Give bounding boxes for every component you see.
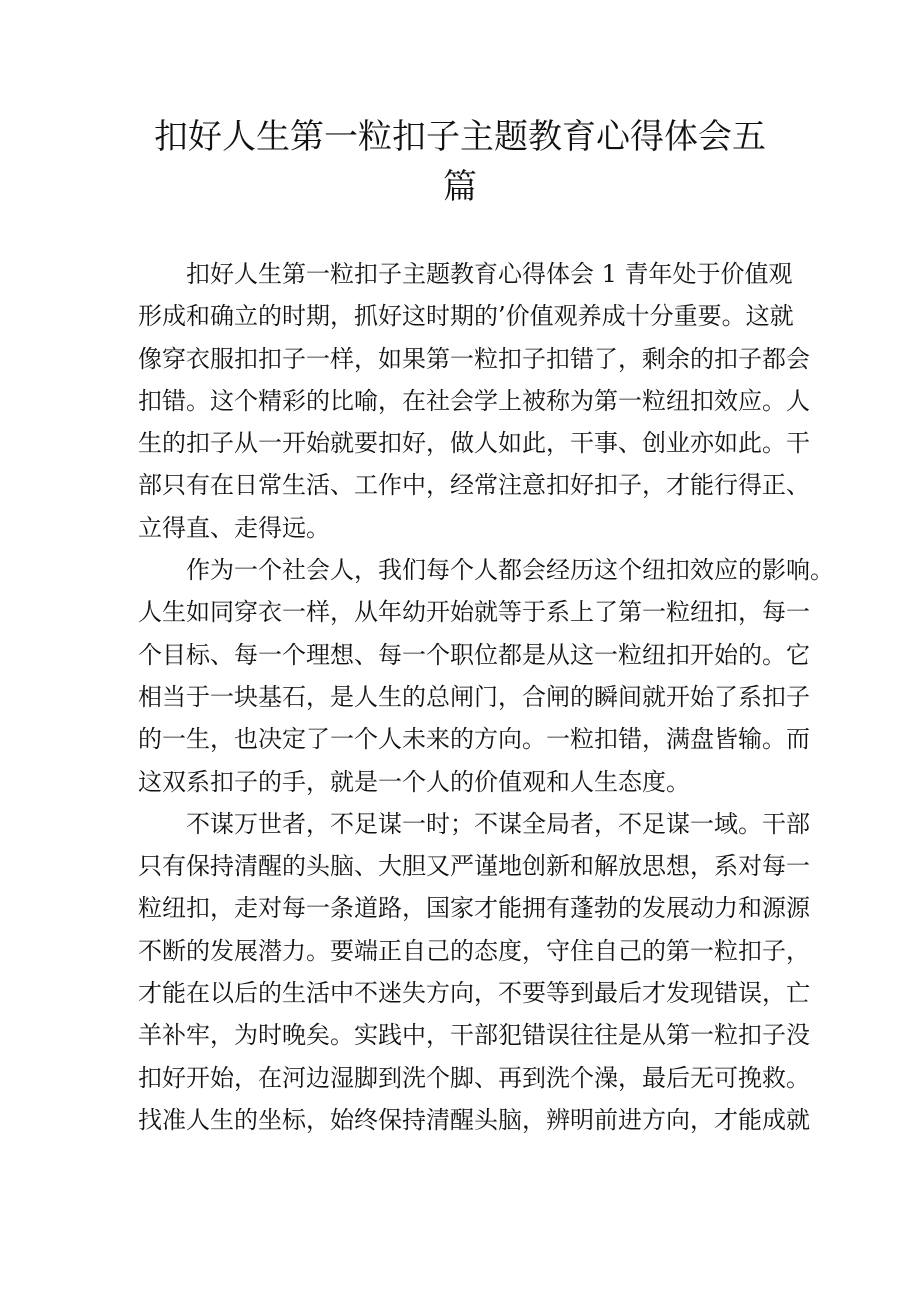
paragraph-line: 立得直、走得远。 <box>138 513 330 542</box>
paragraph <box>138 549 834 803</box>
document-body <box>138 253 834 1141</box>
title-line: 篇 <box>443 167 477 207</box>
paragraph-line: 扣好开始，在河边湿脚到洗个脚、再到洗个澡，最后无可挽救。 <box>138 1063 810 1092</box>
paragraph-line: 个目标、每一个理想、每一个职位都是从这一粒纽扣开始的。它 <box>138 640 810 669</box>
title-line: 扣好人生第一粒扣子主题教育心得体会五 <box>154 117 766 157</box>
paragraph-line: 人生如同穿衣一样，从年幼开始就等于系上了第一粒纽扣，每一 <box>138 598 810 627</box>
paragraph-line: 粒纽扣，走对每一条道路，国家才能拥有蓬勃的发展动力和源源 <box>138 894 810 923</box>
paragraph-line: 扣好人生第一粒扣子主题教育心得体会 1 青年处于价值观 <box>186 260 793 288</box>
paragraph-line: 作为一个社会人，我们每个人都会经历这个纽扣效应的影响。 <box>186 556 834 585</box>
paragraph-line: 形成和确立的时期，抓好这时期的’价值观养成十分重要。这就 <box>138 302 794 331</box>
paragraph-line: 生的扣子从一开始就要扣好，做人如此，干事、创业亦如此。干 <box>138 429 810 458</box>
paragraph-line: 不谋万世者，不足谋一时；不谋全局者，不足谋一域。干部 <box>186 809 810 838</box>
paragraph-line: 羊补牢，为时晚矣。实践中，干部犯错误往往是从第一粒扣子没 <box>138 1021 810 1050</box>
paragraph-line: 部只有在日常生活、工作中，经常注意扣好扣子，才能行得正、 <box>138 471 810 500</box>
paragraph-line: 才能在以后的生活中不迷失方向，不要等到最后才发现错误，亡 <box>138 979 810 1008</box>
paragraph <box>138 253 810 549</box>
paragraph-line: 扣错。这个精彩的比喻，在社会学上被称为第一粒纽扣效应。人 <box>138 386 810 415</box>
paragraph-line: 不断的发展潜力。要端正自己的态度，守住自己的第一粒扣子， <box>138 936 810 965</box>
paragraph-line: 只有保持清醒的头脑、大胆又严谨地创新和解放思想，系对每一 <box>138 852 810 881</box>
paragraph <box>138 803 810 1141</box>
document-title <box>100 112 820 212</box>
paragraph-line: 找准人生的坐标，始终保持清醒头脑，辨明前进方向，才能成就 <box>138 1105 810 1134</box>
paragraph-line: 这双系扣子的手，就是一个人的价值观和人生态度。 <box>138 767 690 796</box>
paragraph-line: 像穿衣服扣扣子一样，如果第一粒扣子扣错了，剩余的扣子都会 <box>138 344 810 373</box>
paragraph-line: 的一生，也决定了一个人未来的方向。一粒扣错，满盘皆输。而 <box>138 725 810 754</box>
paragraph-line: 相当于一块基石，是人生的总闸门，合闸的瞬间就开始了系扣子 <box>138 682 810 711</box>
